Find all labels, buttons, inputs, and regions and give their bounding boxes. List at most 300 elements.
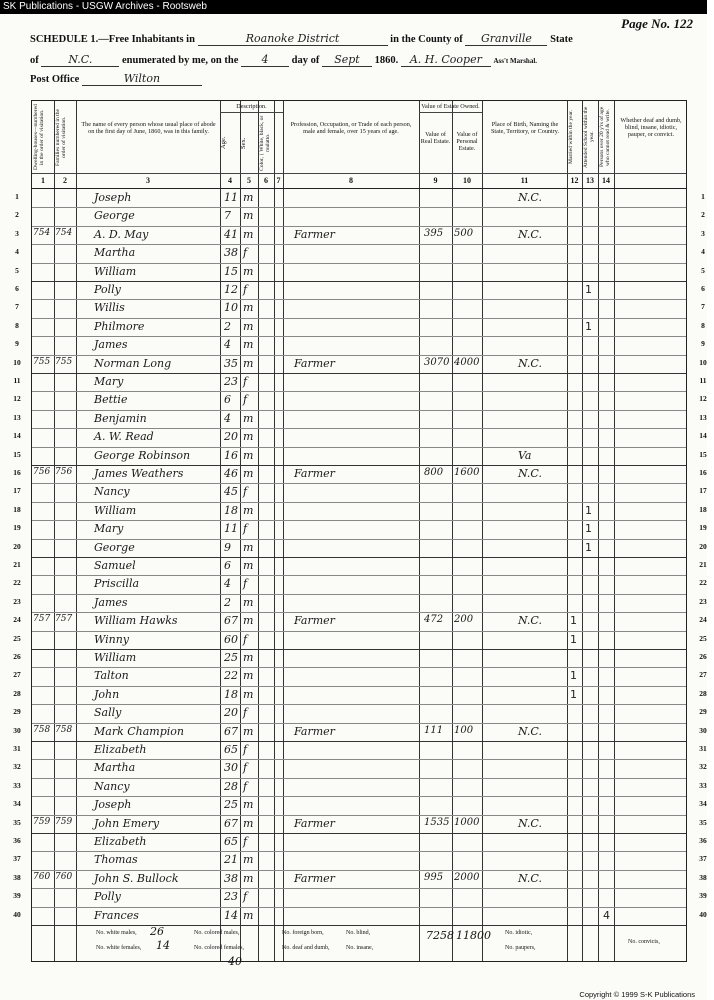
header-age: Age. — [220, 136, 227, 150]
person-age: 12 — [224, 283, 238, 296]
white-females-value-value: 14 — [156, 939, 170, 952]
person-name: Benjamin — [94, 411, 147, 425]
enumerated-label: enumerated by me, on the — [122, 55, 239, 66]
row-number-right: 28 — [699, 688, 707, 698]
row-number-left: 33 — [13, 780, 21, 790]
row-number-left: 27 — [13, 670, 21, 680]
person-name: Winny — [94, 632, 130, 646]
deaf-dumb-label: No. deaf and dumb, — [282, 945, 330, 951]
table-row — [32, 686, 686, 704]
personal-estate-value: 500 — [454, 227, 474, 239]
row-number-left: 35 — [13, 817, 21, 827]
person-age: 23 — [224, 375, 238, 388]
row-number-right: 37 — [699, 854, 707, 864]
row-number-left: 12 — [13, 394, 21, 404]
row-number-left: 9 — [15, 339, 19, 349]
top-bar — [0, 0, 707, 14]
person-name: Martha — [94, 246, 136, 260]
person-sex: f — [243, 485, 248, 499]
column-number: 1 — [41, 176, 45, 185]
person-sex: f — [243, 890, 248, 904]
row-number-right: 30 — [699, 725, 707, 735]
header-school: Attended School within the year. — [583, 106, 595, 168]
person-age: 6 — [224, 559, 231, 572]
row-number-right: 4 — [701, 247, 705, 257]
row-number-left: 28 — [13, 688, 21, 698]
person-sex: m — [243, 448, 254, 462]
personal-estate-value: 100 — [454, 724, 474, 736]
person-age: 67 — [224, 614, 238, 628]
marshal-label: Ass't Marshal. — [493, 57, 538, 65]
real-estate-value: 472 — [424, 614, 444, 626]
table-row — [32, 207, 686, 225]
person-age: 38 — [224, 246, 238, 260]
row-number-left: 6 — [15, 284, 19, 293]
table-row — [32, 447, 686, 465]
person-sex: m — [243, 227, 254, 241]
header-name: The name of every person whose usual place of abode on the first day of June, 1860, was in this family. — [81, 121, 216, 136]
person-sex: f — [243, 743, 248, 756]
row-number-right: 27 — [699, 670, 707, 680]
header-real-estate: Value of Real Estate. — [420, 131, 451, 146]
person-name: Philmore — [94, 319, 145, 333]
person-name: Talton — [94, 669, 129, 683]
person-age: 60 — [224, 632, 238, 646]
row-number-right: 13 — [699, 412, 707, 422]
person-sex: m — [243, 687, 254, 701]
person-name: Mark Champion — [94, 724, 184, 738]
row-number-left: 15 — [13, 449, 21, 459]
table-row — [32, 226, 686, 244]
person-age: 11 — [224, 522, 238, 536]
person-sex: m — [243, 908, 254, 922]
person-sex: m — [243, 595, 254, 609]
person-name: George — [94, 209, 135, 223]
row-number-left: 32 — [13, 762, 21, 772]
row-number-right: 18 — [699, 504, 707, 514]
header-dwelling: Dwelling-houses—numbered in the order of visitation. — [33, 104, 45, 170]
row-number-right: 32 — [699, 762, 707, 772]
margin-note — [228, 955, 242, 968]
person-name: George Robinson — [94, 448, 191, 462]
table-footer — [32, 925, 686, 968]
person-name: Willis — [94, 301, 125, 315]
person-age: 67 — [224, 724, 238, 738]
table-row — [32, 428, 686, 446]
column-number: 3 — [146, 176, 150, 185]
row-number-left: 2 — [15, 210, 19, 220]
person-age: 65 — [224, 835, 238, 848]
row-number-left: 7 — [15, 302, 19, 312]
row-number-left: 40 — [13, 909, 21, 919]
person-name: Polly — [94, 890, 121, 904]
row-number-right: 40 — [699, 909, 707, 919]
occupation: Farmer — [294, 816, 335, 830]
year: 1860. — [374, 55, 399, 66]
real-estate-value: 1535 — [424, 816, 450, 828]
person-age: 9 — [224, 540, 231, 554]
row-number-left: 10 — [13, 357, 21, 367]
margin-note-value: 40 — [228, 955, 242, 968]
person-sex: f — [243, 393, 248, 407]
person-age: 6 — [224, 393, 231, 407]
row-number-left: 23 — [13, 596, 21, 606]
person-name: John Emery — [94, 816, 160, 830]
row-number-left: 29 — [13, 707, 21, 717]
personal-estate-value: 2000 — [454, 871, 480, 883]
person-age: 25 — [224, 651, 238, 664]
header-line-1 — [30, 32, 573, 46]
row-number-right: 14 — [699, 431, 707, 441]
month-value: Sept — [322, 53, 372, 67]
person-age: 38 — [224, 871, 238, 885]
row-number-right: 19 — [699, 523, 707, 533]
person-name: Sally — [94, 706, 122, 720]
foreign-born-label: No. foreign born, — [282, 930, 324, 936]
person-name: Joseph — [94, 191, 132, 204]
person-age: 35 — [224, 356, 238, 370]
person-name: George — [94, 540, 135, 554]
row-number-right: 10 — [699, 357, 707, 367]
person-age: 41 — [224, 227, 238, 241]
table-row — [32, 594, 686, 612]
row-number-left: 21 — [13, 560, 21, 569]
white-males-value-value: 26 — [150, 925, 164, 938]
table-row — [32, 557, 686, 575]
person-sex: f — [243, 522, 248, 536]
birthplace: N.C. — [518, 816, 542, 830]
table-row — [32, 189, 686, 207]
table-row — [32, 612, 686, 630]
row-number-right: 36 — [699, 836, 707, 845]
row-number-left: 5 — [15, 265, 19, 275]
row-number-left: 14 — [13, 431, 21, 441]
row-number-left: 24 — [13, 615, 21, 625]
header-sex: Sex. — [240, 137, 247, 149]
row-number-left: 8 — [15, 320, 19, 330]
row-number-right: 23 — [699, 596, 707, 606]
personal-estate-value: 1000 — [454, 816, 480, 828]
person-age: 2 — [224, 595, 231, 609]
table-row — [32, 667, 686, 685]
married-mark: 1 — [570, 687, 577, 701]
colored-females-label: No. colored females, — [194, 945, 244, 951]
person-age: 46 — [224, 467, 238, 480]
person-age: 4 — [224, 577, 231, 591]
table-row — [32, 796, 686, 814]
person-age: 28 — [224, 779, 238, 793]
day-label: day of — [291, 55, 320, 66]
person-age: 23 — [224, 890, 238, 904]
person-age: 4 — [224, 338, 231, 352]
row-number-right: 24 — [699, 615, 707, 625]
table-row — [32, 263, 686, 281]
person-sex: f — [243, 577, 248, 591]
row-number-left: 13 — [13, 412, 21, 422]
row-number-right: 39 — [699, 891, 707, 901]
row-number-left: 26 — [13, 652, 21, 661]
table-row — [32, 391, 686, 409]
birthplace: N.C. — [518, 227, 542, 241]
paupers-label: No. paupers, — [505, 945, 536, 951]
marshal-name: A. H. Cooper — [401, 53, 491, 67]
dwelling-number: 755 — [33, 356, 51, 367]
row-number-right: 9 — [701, 339, 705, 349]
table-row — [32, 778, 686, 796]
birthplace: N.C. — [518, 871, 542, 885]
real-estate-value: 3070 — [424, 356, 450, 368]
row-number-right: 25 — [699, 633, 707, 643]
school-mark: 1 — [585, 503, 592, 517]
table-row — [32, 373, 686, 391]
row-number-left: 31 — [13, 744, 21, 753]
state-value: N.C. — [41, 53, 119, 67]
person-age: 45 — [224, 485, 238, 499]
real-estate-value: 395 — [424, 227, 444, 239]
blind-label: No. blind, — [346, 930, 371, 936]
school-mark: 1 — [585, 540, 592, 554]
table-row — [32, 851, 686, 869]
person-age: 30 — [224, 761, 238, 775]
occupation: Farmer — [294, 467, 335, 480]
copyright: Copyright © 1999 S-K Publications — [579, 990, 695, 999]
person-sex: m — [243, 209, 254, 223]
family-number: 754 — [55, 227, 73, 238]
post-office-label: Post Office — [30, 74, 80, 85]
person-sex: m — [243, 559, 254, 572]
district-value: Roanoke District — [198, 32, 388, 46]
person-age: 21 — [224, 853, 238, 867]
school-mark: 1 — [585, 319, 592, 333]
white-males-value — [150, 925, 164, 938]
person-sex: m — [243, 430, 254, 444]
person-sex: m — [243, 614, 254, 628]
row-number-right: 16 — [699, 468, 707, 477]
family-number: 758 — [55, 724, 73, 735]
person-name: Thomas — [94, 853, 138, 867]
row-number-right: 35 — [699, 817, 707, 827]
row-number-right: 20 — [699, 541, 707, 551]
occupation: Farmer — [294, 227, 335, 241]
person-name: Norman Long — [94, 356, 172, 370]
post-office-value: Wilton — [82, 72, 202, 86]
row-number-right: 17 — [699, 486, 707, 496]
description-subline — [220, 112, 283, 113]
day-value: 4 — [241, 53, 289, 67]
person-sex: m — [243, 301, 254, 315]
family-number: 755 — [55, 356, 73, 367]
person-age: 67 — [224, 816, 238, 830]
person-age: 4 — [224, 411, 231, 425]
person-name: Polly — [94, 283, 121, 296]
school-mark: 1 — [585, 522, 592, 536]
married-mark: 1 — [570, 669, 577, 683]
table-row — [32, 318, 686, 336]
person-name: William — [94, 503, 137, 517]
person-name: John S. Bullock — [94, 871, 179, 885]
row-number-left: 30 — [13, 725, 21, 735]
family-number: 760 — [55, 871, 73, 882]
table-row — [32, 355, 686, 373]
person-name: Samuel — [94, 559, 136, 572]
row-number-right: 26 — [699, 652, 707, 661]
person-name: Mary — [94, 375, 124, 388]
person-sex: m — [243, 356, 254, 370]
state-label: State — [550, 34, 573, 45]
table-row — [32, 465, 686, 483]
person-name: James — [94, 338, 128, 352]
personal-estate-total-value: 11800 — [456, 929, 491, 942]
person-age: 15 — [224, 264, 238, 278]
person-sex: m — [243, 871, 254, 885]
convicts-label: No. convicts, — [628, 939, 660, 945]
census-table — [13, 100, 707, 968]
person-age: 2 — [224, 319, 231, 333]
personal-estate-value: 200 — [454, 614, 474, 626]
person-name: Elizabeth — [94, 835, 147, 848]
table-row — [32, 759, 686, 777]
person-name: Bettie — [94, 393, 128, 407]
header-line-2 — [30, 53, 537, 67]
family-number: 757 — [55, 614, 73, 625]
row-number-left: 19 — [13, 523, 21, 533]
married-mark: 1 — [570, 632, 577, 646]
table-row — [32, 520, 686, 538]
person-age: 7 — [224, 209, 231, 223]
row-number-right: 5 — [701, 265, 705, 275]
table-row — [32, 870, 686, 888]
table-row — [32, 410, 686, 428]
white-males-label: No. white males, — [96, 930, 137, 936]
insane-label: No. insane, — [346, 945, 374, 951]
person-sex: f — [243, 706, 248, 720]
person-name: Martha — [94, 761, 136, 775]
birthplace: N.C. — [518, 724, 542, 738]
person-sex: m — [243, 191, 254, 204]
row-number-right: 33 — [699, 780, 707, 790]
real-estate-value: 111 — [424, 724, 444, 736]
person-sex: m — [243, 319, 254, 333]
table-row — [32, 502, 686, 520]
dwelling-number: 757 — [33, 614, 51, 625]
person-name: William Hawks — [94, 614, 178, 628]
person-age: 11 — [224, 191, 238, 204]
colored-males-label: No. colored males, — [194, 930, 240, 936]
table-row — [32, 649, 686, 667]
person-age: 14 — [224, 908, 238, 922]
row-number-left: 1 — [15, 192, 19, 201]
header-color: Color, { White, black, or mulatto. — [259, 115, 271, 171]
table-row — [32, 907, 686, 925]
person-sex: m — [243, 651, 254, 664]
person-age: 20 — [224, 430, 238, 444]
table-row — [32, 336, 686, 354]
table-row — [32, 299, 686, 317]
row-number-left: 36 — [13, 836, 21, 845]
married-mark: 1 — [570, 614, 577, 628]
county-label: in the County of — [390, 34, 463, 45]
column-number: 6 — [264, 176, 268, 185]
personal-estate-value: 1600 — [454, 467, 480, 478]
row-number-right: 22 — [699, 578, 707, 588]
dwelling-number: 759 — [33, 816, 51, 827]
column-number: 13 — [586, 176, 594, 185]
header-family: Families numbered in the order of visitation. — [55, 108, 67, 166]
schedule-title: SCHEDULE 1.—Free Inhabitants in — [30, 34, 195, 45]
birthplace: Va — [518, 448, 532, 462]
person-sex: m — [243, 816, 254, 830]
school-mark: 1 — [585, 283, 592, 296]
person-age: 25 — [224, 798, 238, 812]
birthplace: N.C. — [518, 467, 542, 480]
column-number: 8 — [349, 176, 353, 185]
person-name: Frances — [94, 908, 139, 922]
person-sex: m — [243, 338, 254, 352]
occupation: Farmer — [294, 356, 335, 370]
dwelling-number: 756 — [33, 467, 51, 477]
table-row — [32, 631, 686, 649]
person-sex: f — [243, 632, 248, 646]
dwelling-number: 754 — [33, 227, 51, 238]
header-personal-estate: Value of Personal Estate. — [456, 131, 478, 153]
birthplace: N.C. — [518, 356, 542, 370]
row-number-left: 22 — [13, 578, 21, 588]
real-estate-value: 800 — [424, 467, 444, 478]
row-number-right: 7 — [701, 302, 705, 312]
row-number-right: 21 — [699, 560, 707, 569]
row-number-right: 2 — [701, 210, 705, 220]
person-age: 65 — [224, 743, 238, 756]
dwelling-number: 758 — [33, 724, 51, 735]
family-number: 756 — [55, 467, 73, 477]
real-estate-value: 995 — [424, 871, 444, 883]
header-birthplace: Place of Birth, Naming the State, Territory, or Country. — [490, 121, 560, 136]
column-number: 7 — [276, 176, 281, 185]
row-number-right: 29 — [699, 707, 707, 717]
person-age: 18 — [224, 503, 238, 517]
row-number-left: 17 — [13, 486, 21, 496]
table-row — [32, 704, 686, 722]
row-number-left: 11 — [13, 376, 21, 385]
person-name: Priscilla — [94, 577, 140, 591]
occupation: Farmer — [294, 614, 335, 628]
row-number-right: 3 — [701, 228, 705, 238]
top-bar-title: SK Publications - USGW Archives - Rootsweb — [3, 1, 207, 12]
header-occupation: Profession, Occupation, or Trade of each person, male and female, over 15 years of age. — [290, 121, 412, 136]
person-name: Joseph — [94, 798, 132, 812]
row-number-right: 15 — [699, 449, 707, 459]
dwelling-number: 760 — [33, 871, 51, 882]
table-row — [32, 815, 686, 833]
row-number-right: 12 — [699, 394, 707, 404]
row-number-left: 20 — [13, 541, 21, 551]
person-sex: f — [243, 779, 248, 793]
personal-estate-total — [456, 929, 491, 942]
row-number-right: 8 — [701, 320, 705, 330]
column-number: 11 — [520, 176, 529, 185]
person-sex: f — [243, 246, 248, 260]
column-number: 12 — [570, 176, 579, 185]
occupation: Farmer — [294, 724, 335, 738]
person-sex: f — [243, 283, 248, 296]
birthplace: N.C. — [518, 191, 542, 204]
estate-subline — [419, 112, 482, 113]
family-number: 759 — [55, 816, 73, 827]
occupation: Farmer — [294, 871, 335, 885]
row-number-left: 16 — [13, 468, 21, 477]
person-sex: m — [243, 264, 254, 278]
header-married: Married within the year. — [568, 109, 574, 165]
